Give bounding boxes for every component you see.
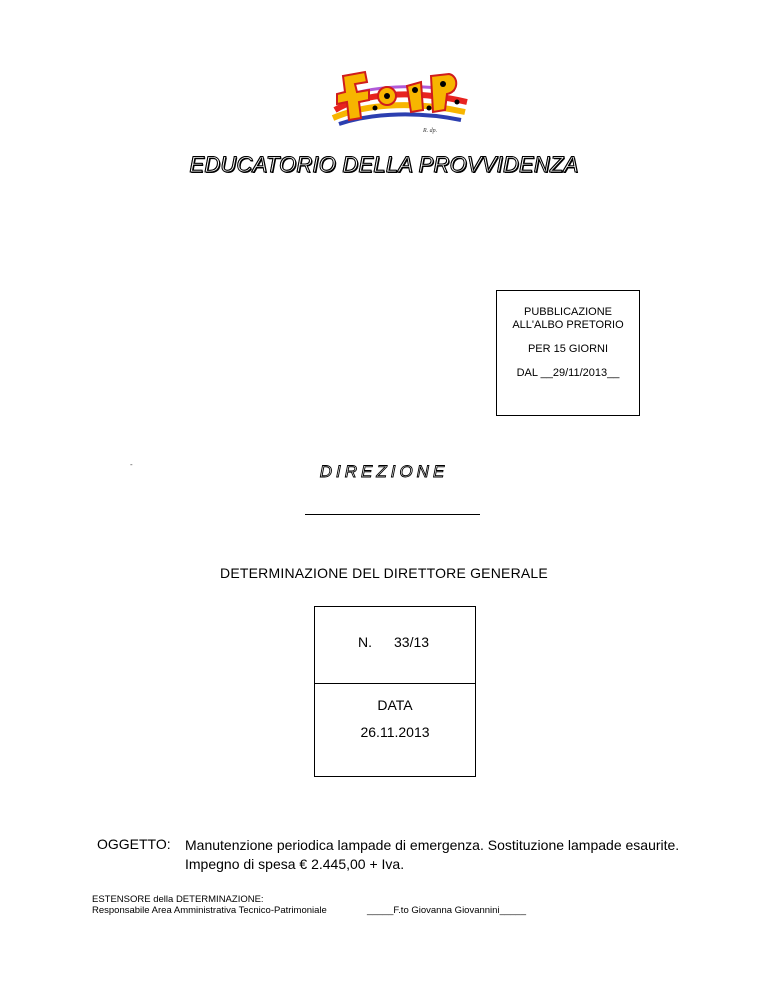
edp-logo [325, 62, 470, 137]
section-divider [305, 514, 480, 515]
determination-date-cell [315, 697, 475, 740]
publication-start-date: DAL __29/11/2013__ [516, 367, 620, 379]
determination-title: DETERMINAZIONE DEL DIRETTORE GENERALE [220, 565, 548, 581]
section-title: DIREZIONE [319, 462, 449, 481]
stray-mark: - [130, 460, 133, 469]
subject-line-1: Manutenzione periodica lampade di emergenza. Sostituzione lampade esaurite. [185, 837, 680, 853]
logo-signature: R. dp. [423, 128, 438, 134]
date-label: DATA [377, 697, 413, 713]
number-value: 33/13 [394, 634, 430, 650]
number-label: N. [358, 634, 372, 650]
publication-line-1: PUBBLICAZIONE [523, 306, 613, 318]
publication-line-2: ALL'ALBO PRETORIO [512, 319, 624, 331]
publication-box [496, 290, 640, 416]
drafter-label: ESTENSORE della DETERMINAZIONE: [92, 894, 264, 905]
publication-duration: PER 15 GIORNI [527, 343, 609, 355]
drafter-block [92, 894, 327, 916]
organization-title: EDUCATORIO DELLA PROVVIDENZA [189, 152, 579, 177]
drafter-role: Responsabile Area Amministrativa Tecnico-Patrimoniale [92, 905, 327, 916]
signature-line: _____F.to Giovanna Giovannini_____ [367, 905, 526, 916]
determination-number-cell [315, 607, 475, 684]
subject-line-2: Impegno di spesa € 2.445,00 + Iva. [185, 856, 405, 872]
subject-label: OGGETTO: [97, 836, 171, 852]
determination-box [314, 606, 476, 777]
date-value: 26.11.2013 [360, 724, 430, 740]
subject-text [185, 836, 679, 874]
